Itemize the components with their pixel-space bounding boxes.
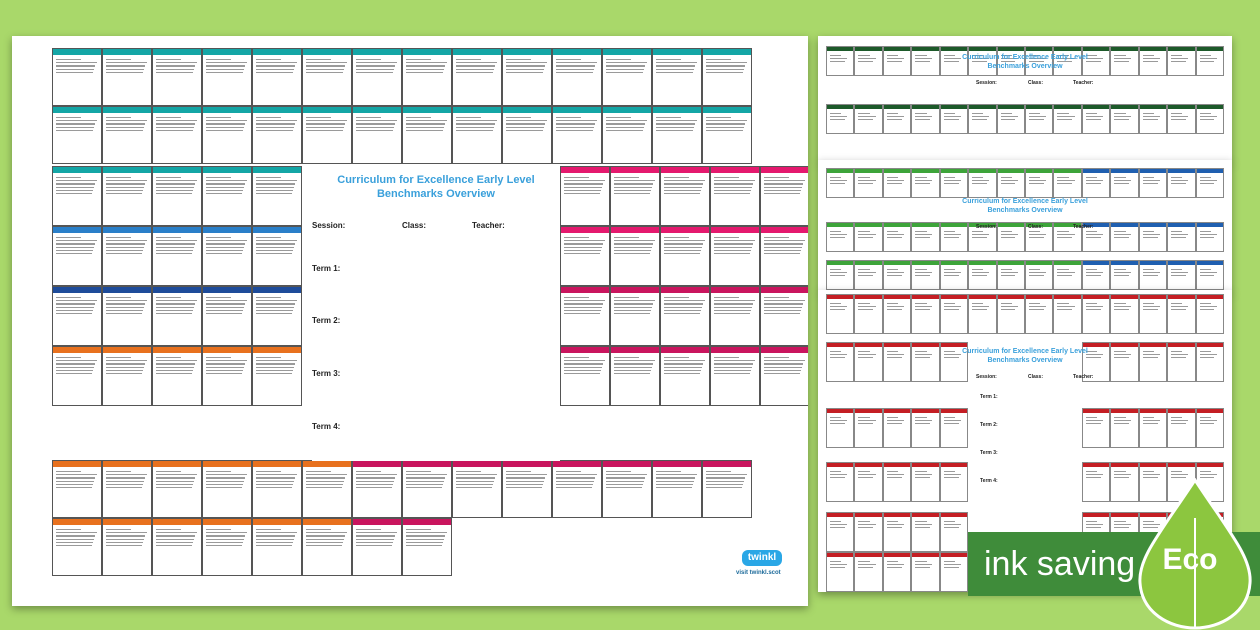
preview-class-label: Class: — [1028, 374, 1044, 380]
benchmark-cell — [252, 346, 302, 406]
benchmark-cell — [660, 226, 710, 286]
benchmark-cell — [302, 106, 352, 164]
preview-cell — [883, 462, 911, 502]
benchmark-cell — [610, 346, 660, 406]
benchmark-cell — [352, 460, 402, 518]
preview-cell — [1110, 222, 1138, 252]
benchmark-cell — [402, 460, 452, 518]
preview-cell — [1167, 104, 1195, 134]
benchmark-cell — [710, 226, 760, 286]
preview-cell — [1110, 294, 1138, 334]
preview-cell — [883, 222, 911, 252]
benchmark-cell — [152, 460, 202, 518]
preview-cell — [940, 294, 968, 334]
preview-cell — [854, 104, 882, 134]
preview-cell — [1196, 168, 1224, 198]
sheet-title-line1: Curriculum for Excellence Early Level — [337, 174, 535, 186]
preview-cell — [1167, 222, 1195, 252]
preview-cell — [997, 46, 1025, 76]
main-benchmarks-sheet — [12, 36, 808, 606]
preview-cell — [1196, 46, 1224, 76]
preview-cell — [940, 46, 968, 76]
benchmark-cell — [402, 48, 452, 106]
benchmark-cell — [652, 460, 702, 518]
preview-cell — [997, 222, 1025, 252]
benchmark-cell — [252, 518, 302, 576]
benchmark-cell — [52, 460, 102, 518]
benchmark-cell — [760, 346, 808, 406]
benchmark-cell — [202, 106, 252, 164]
preview-term-label: Term 3: — [980, 450, 998, 456]
preview-cell — [997, 104, 1025, 134]
preview-cell — [826, 294, 854, 334]
preview-cell — [1053, 260, 1081, 290]
benchmark-cell — [152, 226, 202, 286]
preview-title-line1: Curriculum for Excellence Early Level — [962, 54, 1088, 61]
benchmark-cell — [560, 346, 610, 406]
preview-cell — [1139, 222, 1167, 252]
benchmark-cell — [710, 166, 760, 226]
benchmark-cell — [52, 106, 102, 164]
preview-cell — [940, 462, 968, 502]
preview-cell — [1196, 408, 1224, 448]
preview-cell — [968, 46, 996, 76]
preview-cell — [826, 462, 854, 502]
benchmark-cell — [102, 106, 152, 164]
preview-cell — [1110, 104, 1138, 134]
benchmark-cell — [560, 226, 610, 286]
preview-cell — [1139, 294, 1167, 334]
preview-cell — [940, 222, 968, 252]
preview-cell — [1167, 408, 1195, 448]
benchmark-cell — [52, 226, 102, 286]
benchmark-cell — [652, 106, 702, 164]
benchmark-cell — [560, 286, 610, 346]
preview-cell — [1053, 294, 1081, 334]
centre-info-panel — [312, 166, 560, 461]
preview-cell — [940, 260, 968, 290]
preview-class-label: Class: — [1028, 80, 1044, 86]
preview-cell — [940, 512, 968, 552]
benchmark-cell — [152, 48, 202, 106]
preview-cell — [1025, 294, 1053, 334]
preview-cell — [911, 222, 939, 252]
preview-cell — [911, 408, 939, 448]
benchmark-cell — [452, 460, 502, 518]
benchmark-cell — [702, 106, 752, 164]
preview-class-label: Class: — [1028, 224, 1044, 230]
preview-cell — [854, 294, 882, 334]
preview-cell — [968, 260, 996, 290]
benchmark-cell — [352, 106, 402, 164]
preview-title-line2: Benchmarks Overview — [987, 207, 1063, 214]
preview-cell — [883, 512, 911, 552]
preview-cell — [854, 222, 882, 252]
benchmark-cell — [152, 166, 202, 226]
preview-cell — [911, 512, 939, 552]
preview-cell — [883, 104, 911, 134]
preview-cell — [883, 552, 911, 592]
benchmark-cell — [202, 460, 252, 518]
preview-cell — [1139, 260, 1167, 290]
preview-cell — [854, 512, 882, 552]
preview-cell — [1082, 462, 1110, 502]
preview-cell — [826, 104, 854, 134]
benchmark-cell — [52, 518, 102, 576]
benchmark-cell — [252, 166, 302, 226]
preview-cell — [1139, 104, 1167, 134]
benchmark-cell — [760, 166, 808, 226]
sheet-title-line2: Benchmarks Overview — [376, 188, 495, 200]
benchmark-cell — [502, 106, 552, 164]
benchmark-cell — [102, 346, 152, 406]
preview-cell — [826, 222, 854, 252]
preview-cell — [1025, 104, 1053, 134]
benchmark-cell — [502, 460, 552, 518]
preview-cell — [1167, 168, 1195, 198]
benchmark-cell — [202, 346, 252, 406]
preview-cell — [1139, 168, 1167, 198]
preview-cell — [968, 294, 996, 334]
preview-cell — [883, 46, 911, 76]
benchmark-cell — [710, 286, 760, 346]
ink-saving-text: ink saving — [984, 545, 1136, 583]
preview-cell — [1110, 46, 1138, 76]
preview-cell — [911, 46, 939, 76]
preview-cell — [854, 168, 882, 198]
preview-cell — [1082, 260, 1110, 290]
preview-cell — [1167, 260, 1195, 290]
benchmark-cell — [352, 48, 402, 106]
benchmark-cell — [702, 48, 752, 106]
preview-sheet-green-blue — [818, 160, 1232, 292]
benchmark-cell — [102, 518, 152, 576]
benchmark-cell — [302, 518, 352, 576]
preview-cell — [883, 294, 911, 334]
preview-cell — [826, 168, 854, 198]
benchmark-cell — [660, 346, 710, 406]
benchmark-cell — [452, 48, 502, 106]
benchmark-cell — [102, 460, 152, 518]
benchmark-cell — [610, 166, 660, 226]
preview-cell — [940, 408, 968, 448]
benchmark-cell — [52, 48, 102, 106]
twinkl-url: visit twinkl.scot — [736, 570, 781, 576]
benchmark-cell — [660, 166, 710, 226]
preview-cell — [1196, 260, 1224, 290]
preview-title-line2: Benchmarks Overview — [987, 357, 1063, 364]
preview-cell — [854, 46, 882, 76]
benchmark-cell — [202, 48, 252, 106]
benchmark-cell — [402, 106, 452, 164]
benchmark-cell — [552, 48, 602, 106]
preview-cell — [911, 260, 939, 290]
benchmark-cell — [252, 48, 302, 106]
benchmark-cell — [702, 460, 752, 518]
preview-term-label: Term 1: — [980, 394, 998, 400]
eco-word: Eco — [1162, 543, 1218, 576]
preview-cell — [854, 462, 882, 502]
preview-cell — [1053, 168, 1081, 198]
preview-cell — [968, 168, 996, 198]
benchmark-cell — [502, 48, 552, 106]
benchmark-cell — [352, 518, 402, 576]
preview-session-label: Session: — [976, 224, 997, 230]
benchmark-cell — [602, 48, 652, 106]
preview-cell — [911, 552, 939, 592]
preview-cell — [1082, 46, 1110, 76]
benchmark-cell — [152, 518, 202, 576]
benchmark-cell — [602, 460, 652, 518]
benchmark-cell — [602, 106, 652, 164]
preview-cell — [940, 552, 968, 592]
benchmark-cell — [452, 106, 502, 164]
preview-cell — [1025, 46, 1053, 76]
preview-teacher-label: Teacher: — [1073, 224, 1094, 230]
preview-cell — [911, 462, 939, 502]
benchmark-cell — [660, 286, 710, 346]
preview-cell — [1139, 46, 1167, 76]
preview-cell — [911, 168, 939, 198]
term-4-label: Term 4: — [312, 422, 341, 431]
preview-cell — [883, 260, 911, 290]
preview-cell — [1110, 408, 1138, 448]
term-1-label: Term 1: — [312, 264, 341, 273]
preview-cell — [854, 408, 882, 448]
preview-teacher-label: Teacher: — [1073, 80, 1094, 86]
preview-cell — [1053, 46, 1081, 76]
preview-cell — [1053, 104, 1081, 134]
preview-cell — [1025, 260, 1053, 290]
preview-cell — [911, 104, 939, 134]
preview-cell — [854, 260, 882, 290]
benchmark-cell — [152, 106, 202, 164]
preview-cell — [1196, 222, 1224, 252]
preview-cell — [997, 294, 1025, 334]
preview-cell — [911, 294, 939, 334]
benchmark-cell — [560, 166, 610, 226]
term-3-label: Term 3: — [312, 369, 341, 378]
preview-cell — [1082, 104, 1110, 134]
preview-title-line1: Curriculum for Excellence Early Level — [962, 198, 1088, 205]
preview-cell — [826, 408, 854, 448]
preview-cell — [1082, 294, 1110, 334]
preview-cell — [883, 408, 911, 448]
session-label: Session: — [312, 221, 346, 230]
benchmark-cell — [202, 286, 252, 346]
twinkl-logo: twinkl — [742, 550, 782, 566]
benchmark-cell — [252, 286, 302, 346]
benchmark-cell — [302, 48, 352, 106]
term-2-label: Term 2: — [312, 316, 341, 325]
benchmark-cell — [152, 346, 202, 406]
preview-cell — [1196, 294, 1224, 334]
preview-cell — [826, 512, 854, 552]
preview-term-label: Term 2: — [980, 422, 998, 428]
preview-title-line1: Curriculum for Excellence Early Level — [962, 348, 1088, 355]
preview-cell — [997, 260, 1025, 290]
preview-cell — [826, 260, 854, 290]
preview-cell — [1025, 168, 1053, 198]
preview-cell — [1110, 168, 1138, 198]
benchmark-cell — [152, 286, 202, 346]
benchmark-cell — [52, 166, 102, 226]
benchmark-cell — [760, 286, 808, 346]
preview-cell — [997, 168, 1025, 198]
benchmark-cell — [102, 166, 152, 226]
preview-cell — [968, 104, 996, 134]
benchmark-cell — [760, 226, 808, 286]
preview-cell — [1082, 408, 1110, 448]
preview-cell — [826, 552, 854, 592]
benchmark-cell — [102, 48, 152, 106]
teacher-label: Teacher: — [472, 221, 505, 230]
benchmark-cell — [252, 226, 302, 286]
preview-cell — [1167, 294, 1195, 334]
preview-cell — [1110, 260, 1138, 290]
preview-sheet-green-dark — [818, 36, 1232, 162]
preview-session-label: Session: — [976, 374, 997, 380]
preview-cell — [854, 552, 882, 592]
class-label: Class: — [402, 221, 427, 230]
benchmark-cell — [552, 460, 602, 518]
preview-cell — [826, 46, 854, 76]
benchmark-cell — [102, 226, 152, 286]
benchmark-cell — [202, 226, 252, 286]
preview-term-label: Term 4: — [980, 478, 998, 484]
benchmark-cell — [302, 460, 352, 518]
benchmark-cell — [102, 286, 152, 346]
benchmark-cell — [610, 226, 660, 286]
benchmark-cell — [252, 106, 302, 164]
benchmark-cell — [652, 48, 702, 106]
preview-cell — [1082, 168, 1110, 198]
benchmark-cell — [52, 346, 102, 406]
benchmark-cell — [710, 346, 760, 406]
benchmark-cell — [402, 518, 452, 576]
benchmark-cell — [552, 106, 602, 164]
benchmark-cell — [202, 166, 252, 226]
preview-teacher-label: Teacher: — [1073, 374, 1094, 380]
preview-cell — [940, 168, 968, 198]
benchmark-cell — [52, 286, 102, 346]
benchmark-cell — [610, 286, 660, 346]
preview-cell — [1196, 104, 1224, 134]
benchmark-cell — [252, 460, 302, 518]
preview-cell — [940, 104, 968, 134]
preview-cell — [883, 168, 911, 198]
preview-title-line2: Benchmarks Overview — [987, 63, 1063, 70]
preview-session-label: Session: — [976, 80, 997, 86]
preview-cell — [1167, 46, 1195, 76]
preview-cell — [1139, 408, 1167, 448]
benchmark-cell — [202, 518, 252, 576]
